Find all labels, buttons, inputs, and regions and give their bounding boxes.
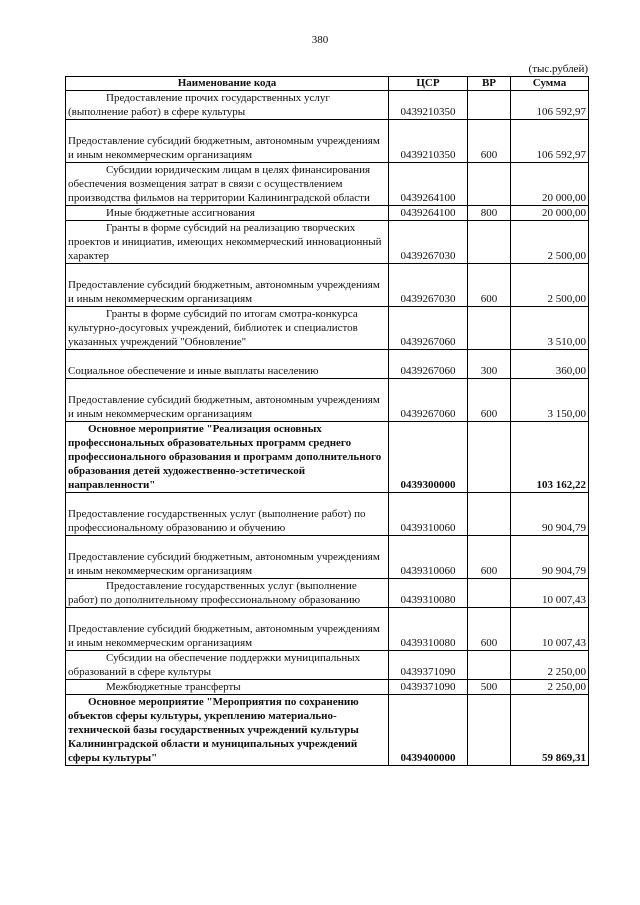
row-sum: 3 150,00: [511, 379, 589, 422]
row-csr: 0439264100: [389, 206, 468, 221]
table-row: [66, 91, 589, 120]
row-name: Гранты в форме субсидий на реализацию творческих проектов и инициатив, имеющих некоммерческий инновационный характер: [66, 221, 389, 264]
row-name: Предоставление субсидий бюджетным, автономным учреждениям и иным некоммерческим организациям: [66, 264, 389, 307]
row-sum: 10 007,43: [511, 608, 589, 651]
row-name: Субсидии на обеспечение поддержки муниципальных образований в сфере культуры: [66, 651, 389, 680]
table-row: [66, 120, 589, 163]
row-name: Предоставление субсидий бюджетным, автономным учреждениям и иным некоммерческим организациям: [66, 608, 389, 651]
budget-table: [65, 76, 589, 766]
row-sum: 2 500,00: [511, 264, 589, 307]
table-row: [66, 264, 589, 307]
row-vr: [468, 493, 511, 536]
row-name: Предоставление государственных услуг (выполнение работ) по дополнительному профессиональному образованию: [66, 579, 389, 608]
units-label: (тыс.рублей): [528, 63, 588, 75]
table-row: [66, 350, 589, 379]
row-name: Межбюджетные трансферты: [66, 680, 389, 695]
row-sum: 360,00: [511, 350, 589, 379]
row-name: Предоставление субсидий бюджетным, автономным учреждениям и иным некоммерческим организациям: [66, 120, 389, 163]
row-vr: 600: [468, 608, 511, 651]
table-row: [66, 493, 589, 536]
table-row: [66, 206, 589, 221]
row-csr: 0439371090: [389, 680, 468, 695]
row-name: Субсидии юридическим лицам в целях финансирования обеспечения возмещения затрат в связи с осуществлением производства фильмов на территории Калининградской области: [66, 163, 389, 206]
header-csr: ЦСР: [389, 77, 468, 91]
table-row: [66, 651, 589, 680]
row-csr: 0439267060: [389, 379, 468, 422]
row-name: Предоставление субсидий бюджетным, автономным учреждениям и иным некоммерческим организациям: [66, 536, 389, 579]
row-csr: 0439310060: [389, 536, 468, 579]
row-csr: 0439400000: [389, 695, 468, 766]
row-csr: 0439264100: [389, 163, 468, 206]
row-sum: 106 592,97: [511, 120, 589, 163]
row-name: Предоставление субсидий бюджетным, автономным учреждениям и иным некоммерческим организациям: [66, 379, 389, 422]
page-number: 380: [311, 34, 329, 46]
row-csr: 0439310080: [389, 579, 468, 608]
row-csr: 0439210350: [389, 120, 468, 163]
row-csr: 0439267030: [389, 221, 468, 264]
row-sum: 90 904,79: [511, 493, 589, 536]
row-sum: 103 162,22: [511, 422, 589, 493]
row-vr: [468, 422, 511, 493]
row-csr: 0439371090: [389, 651, 468, 680]
table-row: [66, 695, 589, 766]
table-row: [66, 163, 589, 206]
row-csr: 0439300000: [389, 422, 468, 493]
table-row: [66, 608, 589, 651]
row-vr: [468, 91, 511, 120]
row-name: Основное мероприятие "Реализация основных профессиональных образовательных программ среднего профессионального образования и программ дополнительного образования детей художественно-эстетической направленности": [66, 422, 389, 493]
row-vr: [468, 221, 511, 264]
row-sum: 2 500,00: [511, 221, 589, 264]
row-csr: 0439267060: [389, 307, 468, 350]
table-row: [66, 422, 589, 493]
row-vr: 600: [468, 536, 511, 579]
row-vr: 600: [468, 120, 511, 163]
table-row: [66, 379, 589, 422]
header-vr: ВР: [468, 77, 511, 91]
row-vr: 600: [468, 379, 511, 422]
row-sum: 10 007,43: [511, 579, 589, 608]
table-row: [66, 536, 589, 579]
row-name: Предоставление прочих государственных услуг (выполнение работ) в сфере культуры: [66, 91, 389, 120]
header-name: Наименование кода: [66, 77, 389, 91]
row-vr: [468, 307, 511, 350]
row-sum: 2 250,00: [511, 651, 589, 680]
row-vr: 300: [468, 350, 511, 379]
row-sum: 3 510,00: [511, 307, 589, 350]
table-header-row: [66, 77, 589, 91]
row-name: Иные бюджетные ассигнования: [66, 206, 389, 221]
header-sum: Сумма: [511, 77, 589, 91]
row-csr: 0439267060: [389, 350, 468, 379]
row-sum: 20 000,00: [511, 206, 589, 221]
row-csr: 0439267030: [389, 264, 468, 307]
row-csr: 0439310080: [389, 608, 468, 651]
row-csr: 0439210350: [389, 91, 468, 120]
row-vr: [468, 579, 511, 608]
table-row: [66, 579, 589, 608]
row-vr: 500: [468, 680, 511, 695]
table-row: [66, 307, 589, 350]
row-name: Социальное обеспечение и иные выплаты населению: [66, 350, 389, 379]
row-name: Предоставление государственных услуг (выполнение работ) по профессиональному образованию и обучению: [66, 493, 389, 536]
row-sum: 106 592,97: [511, 91, 589, 120]
row-vr: [468, 163, 511, 206]
row-sum: 59 869,31: [511, 695, 589, 766]
row-sum: 90 904,79: [511, 536, 589, 579]
row-sum: 2 250,00: [511, 680, 589, 695]
table-row: [66, 680, 589, 695]
row-vr: 800: [468, 206, 511, 221]
row-vr: [468, 651, 511, 680]
row-vr: 600: [468, 264, 511, 307]
row-name: Гранты в форме субсидий по итогам смотра-конкурса культурно-досуговых учреждений, библиотек и специалистов указанных учреждений "Обновление": [66, 307, 389, 350]
row-vr: [468, 695, 511, 766]
row-name: Основное мероприятие "Мероприятия по сохранению объектов сферы культуры, укреплению материально-технической базы государственных учреждений культуры Калининградской области и муниципальных учреждений сферы культуры": [66, 695, 389, 766]
row-csr: 0439310060: [389, 493, 468, 536]
table-row: [66, 221, 589, 264]
row-sum: 20 000,00: [511, 163, 589, 206]
